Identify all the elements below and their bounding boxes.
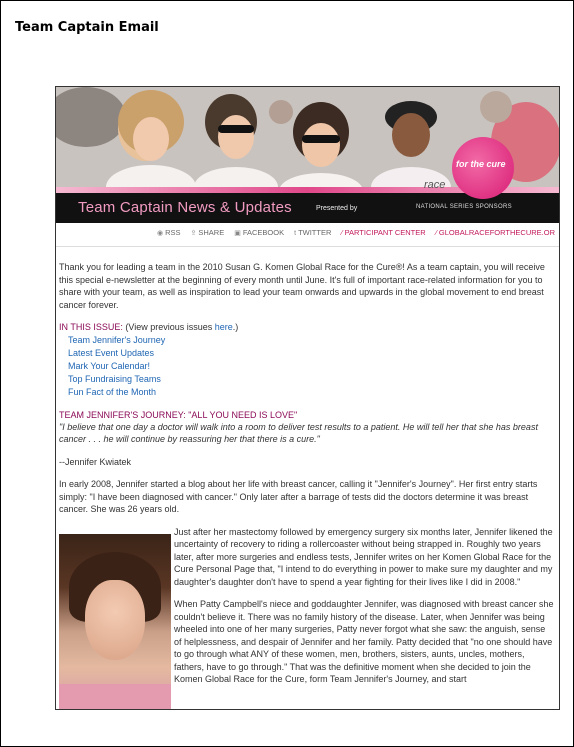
article-heading: TEAM JENNIFER'S JOURNEY: "ALL YOU NEED IS LOVE"	[59, 409, 298, 420]
facebook-icon: ▣	[234, 230, 241, 237]
nav-item-website[interactable]: ⁄ GLOBALRACEFORTHECURE.OR	[435, 228, 555, 237]
issue-heading: IN THIS ISSUE:	[59, 322, 123, 332]
presented-by-label: Presented by	[316, 205, 358, 212]
table-of-contents	[68, 334, 555, 399]
email-newsletter	[55, 86, 560, 710]
share-icon: ⇪	[190, 230, 197, 237]
document-title: Team Captain Email	[15, 20, 159, 35]
previous-issues-link[interactable]: here	[214, 322, 233, 332]
toc-link[interactable]: Team Jennifer's Journey	[68, 334, 166, 345]
toc-link[interactable]: Mark Your Calendar!	[68, 360, 151, 371]
rss-icon: ◉	[156, 230, 164, 237]
newsletter-body	[56, 247, 559, 686]
nav-item-participant-center[interactable]: ⁄ PARTICIPANT CENTER	[341, 228, 426, 237]
jennifer-photo	[59, 534, 171, 711]
share-nav	[56, 223, 559, 247]
toc-link[interactable]: Latest Event Updates	[68, 347, 155, 358]
nav-item-share[interactable]: ⇪ SHARE	[190, 228, 225, 237]
logo-brand: race	[424, 179, 446, 191]
article-paragraph: When Patty Campbell's niece and goddaughter Jennifer, was diagnosed with breast cancer she couldn't believe it. There was no family history of the disease. Later, when Jennifer was being wheeled into one of her many surgeries, Patty never forgot what she saw: the anguish, sense of helplessness, and despair of Jennifer and her family. Patty decided that "no one should have to go through what ANY of these women, men, brothers, sisters, aunts, uncles, mothers, fathers, have to go through." That was the definitive moment when she decided to join the Komen Global Race for the Cure, form Team Jennifer's Journey, and start	[174, 599, 554, 684]
article-paragraph: In early 2008, Jennifer started a blog about her life with breast cancer, calling it "Jennifer's Journey". Her first entry starts simply: "I have been diagnosed with cancer." Only later after a barrage of tests did the doctors determine it was breast cancer. She was 26 years old.	[59, 479, 538, 514]
ribbon-icon: ⁄	[435, 230, 437, 237]
header-banner	[56, 87, 559, 223]
article-with-photo	[59, 526, 555, 686]
twitter-icon: t	[294, 230, 297, 237]
sponsors-label: NATIONAL SERIES SPONSORS	[416, 204, 512, 210]
logo-tagline: for the cure	[456, 159, 506, 169]
article-quote: "I believe that one day a doctor will walk into a room to deliver test results to a patient. He will tell her that she has breast cancer . . . he will continue by reassuring her that there is a cure."	[59, 421, 538, 444]
banner-title: Team Captain News & Updates	[78, 199, 292, 216]
ribbon-icon: ⁄	[341, 230, 343, 237]
in-this-issue: IN THIS ISSUE: (View previous issues here.)	[59, 322, 239, 332]
intro-paragraph: Thank you for leading a team in the 2010 Susan G. Komen Global Race for the Cure®! As a team captain, you will receive this special e-newsletter at the beginning of every month until June. It's full of important race-related information for you to share with your team, as well as inspiration to lead your team onwards and upwards in the global movement to end breast cancer forever.	[59, 262, 545, 310]
nav-item-twitter[interactable]: t TWITTER	[294, 228, 332, 237]
toc-link[interactable]: Top Fundraising Teams	[68, 373, 161, 384]
quote-attribution: --Jennifer Kwiatek	[59, 456, 132, 467]
nav-item-rss[interactable]: ◉ RSS	[156, 228, 181, 237]
article-text-column	[174, 526, 555, 686]
nav-item-facebook[interactable]: ▣ FACEBOOK	[234, 228, 285, 237]
article-paragraph: Just after her mastectomy followed by emergency surgery six months later, Jennifer likened the uncertainty of recovery to riding a rollercoaster without being strapped in. Roughly two years later, after more surgeries and endless tests, Jennifer writes on her Komen Global Race for the Cure Personal Page that, "I intend to do everything in power to make sure my daughter and my daughter's daughter don't have to spend a year fighting for their lives like I did in 2008."	[174, 526, 553, 587]
toc-link[interactable]: Fun Fact of the Month	[68, 386, 157, 397]
